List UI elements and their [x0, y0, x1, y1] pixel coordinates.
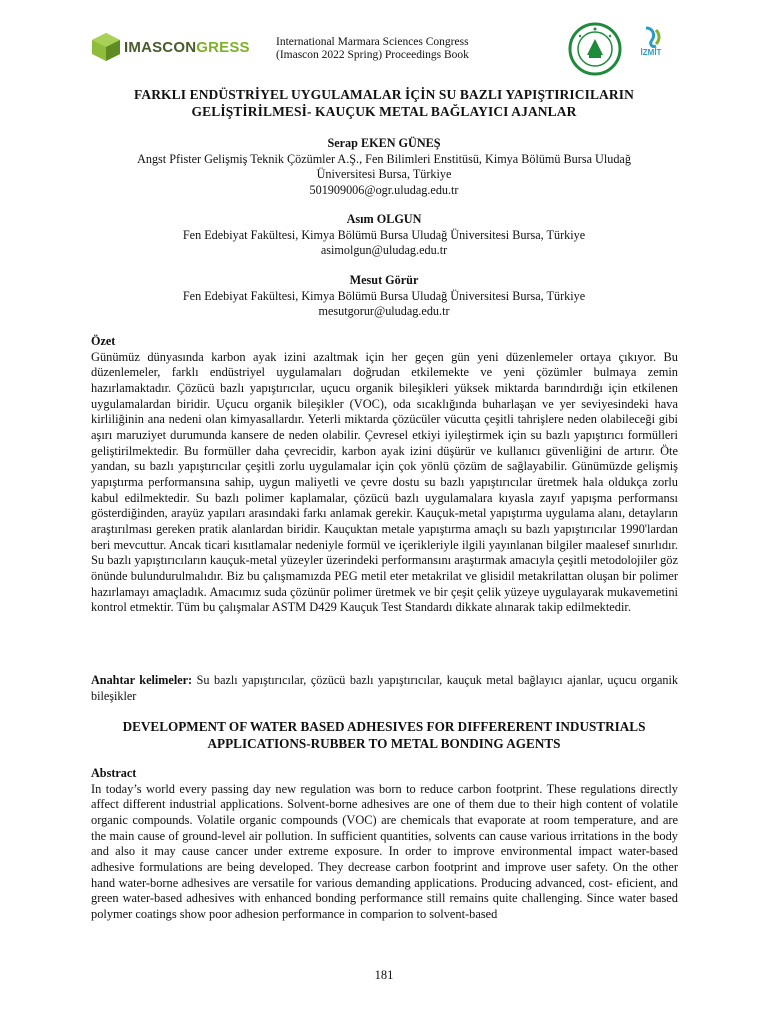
author-block-1 [60, 136, 708, 198]
abstract-section [91, 766, 678, 923]
abstract-body: In today’s world every passing day new regulation was born to reduce carbon footprint. These regulations directly affect different industrial applications. Solvent-borne adhesives are one of them due to their high content of volatile organic compounds. Volatile organic compounds (VOC) are chemicals that evaporate at room temperature, and are the main cause of ground-level air pollution. In sufficient quantities, solvents can cause various irritations in the body and also it may cause cancer under extreme exposure. In order to improve environmental impact water-based adhesive formulations are being developed. They decrease carbon footprint and improve user safety. On the other hand water-borne adhesives are versatile for various demanding applications. Producing advanced, cost- eficient, and green water-based adhesives with enhanced bonding performance still remains quite challenging. Since water based polymer coatings show poor adhesion performance in comparion to solvent-based [91, 781, 678, 921]
logo-wordmark [124, 39, 250, 56]
university-seal-icon [568, 22, 622, 76]
author-email: asimolgun@uludag.edu.tr [320, 243, 448, 257]
author-name: Asım OLGUN [346, 212, 422, 226]
page-header [0, 0, 768, 80]
izmit-emblem-icon [626, 24, 676, 50]
hexagon-logo-icon [90, 32, 122, 62]
author-block-2 [60, 212, 708, 259]
keywords-section [91, 673, 678, 704]
author-affiliation: Fen Edebiyat Fakültesi, Kimya Bölümü Bursa Uludağ Üniversitesi Bursa, Türkiye [182, 227, 586, 242]
author-affiliation-cont: Üniversitesi Bursa, Türkiye [316, 167, 452, 181]
title-tr-line-2: GELİŞTİRİLMESİ- KAUÇUK METAL BAĞLAYICI AJANLAR [191, 104, 577, 119]
imascon-logo [90, 32, 250, 62]
author-email: 501909006@ogr.uludag.edu.tr [309, 182, 459, 197]
author-name: Serap EKEN GÜNEŞ [327, 136, 441, 150]
author-affiliation: Angst Pfister Gelişmiş Teknik Çözümler A.Ş., Fen Bilimleri Enstitüsü, Kimya Bölümü Bursa Uludağ [137, 151, 631, 166]
paper-title-turkish [60, 86, 708, 120]
keywords-label: Anahtar kelimeler: [91, 673, 193, 687]
author-name: Mesut Görür [349, 273, 419, 287]
ozet-body: Günümüz dünyasında karbon ayak izini azaltmak için her geçen gün yeni düzenlemeler ortaya çıkıyor. Bu düzenlemeler, farklı endüstriyel uygulamaları doğrudan etkilemekte ve yeni çözümler bulmaya zemin hazırlamaktadır. Çözücü bazlı yapıştırıcılar, uçucu organik bileşikleri yüksek miktarda barındırdığı için etkilenen uygulamalardan biridir. Uçucu organik bileşikler (VOC), oda sıcaklığında buharlaşan ve yer seviyesindeki hava kirliliğinin ana nedeni olan kimyasallardır. Yeterli miktarda çözücüler vücutta çeşitli tahrişlere neden olabileceği gibi aşırı maruziyet durumunda kansere de neden olabilir. Çevresel etkiyi iyileştirmek için su bazlı yapıştırıcı formülleri geliştirilmektedir. Bu formüller daha çevrecidir, karbon ayak izini düşürür ve kullanıcı güvenliğini de artırır. Öte yandan, su bazlı yapıştırıcılar çeşitli zorlu uygulamalar için çok yönlü çözüm de sağlayabilir. Günümüzde gelişmiş yapıştırma performansına sahip, uygun maliyetli ve çevre dostu su bazlı yapıştırıcılar üretmek hala oldukça zorlu kabul edilmektedir. Su bazlı polimer kaplamalar, çözücü bazlı uygulamalara kıyasla zayıf yapışma performansı gösterdiğinden, arayüz yapıları arasındaki farkı anlamak gerekir. Kauçuk-metal yapıştırma uygulama alanı, detayların araştırılması gereken pratik alanlardan biridir. Kauçuktan metale yapıştırma amaçlı su bazlı yapıştırıcılar 1990'lardan beri mevcuttur. Ancak ticari kısıtlamalar nedeniyle formül ve içerikleriyle ilgili yayınlanan bilgiler maalesef sınırlıdır. Su bazlı yapıştırıcıların kauçuk-metal yüzeyler üzerindeki performansını araştırmak amacıyla çeşitli metodolojiler göz önünde bulundurulmalıdır. Biz bu çalışmamızda PEG metil eter metakrilat ve glisidil metakrilattan oluşan bir polimer hazırlamayı amaçladık. Amacımız suda çözünür polimer üretmek ve bir çeşit çelik yüzeye uygulayarak mukavemetini kontrol etmektir. Tüm bu çalışmalar ASTM D429 Kauçuk Test Standardı dikkate alınarak takip edilmektedir. [91, 349, 678, 615]
proceedings-name: (Imascon 2022 Spring) Proceedings Book [276, 49, 469, 61]
congress-name: International Marmara Sciences Congress [276, 36, 469, 48]
izmit-municipality-logo [626, 24, 676, 76]
title-tr-line-1: FARKLI ENDÜSTRİYEL UYGULAMALAR İÇİN SU BAZLI YAPIŞTIRICILARIN [134, 87, 634, 102]
izmit-logo-text: İZMİT [640, 48, 662, 57]
title-en-line-1: DEVELOPMENT OF WATER BASED ADHESIVES FOR DIFFERERENT INDUSTRIALS [122, 719, 646, 734]
title-en-line-2: APPLICATIONS-RUBBER TO METAL BONDING AGENTS [207, 736, 561, 751]
paper-title-english [60, 718, 708, 752]
author-block-3 [60, 273, 708, 320]
kocaeli-university-seal [568, 22, 622, 81]
author-affiliation: Fen Edebiyat Fakültesi, Kimya Bölümü Bursa Uludağ Üniversitesi Bursa, Türkiye [182, 288, 586, 303]
author-email: mesutgorur@uludag.edu.tr [318, 304, 450, 318]
ozet-section [91, 334, 678, 616]
congress-info [276, 36, 469, 62]
logo-text-green: GRESS [196, 38, 250, 56]
page-number: 181 [374, 968, 394, 982]
ozet-heading: Özet [91, 334, 116, 348]
abstract-heading: Abstract [91, 766, 137, 780]
keywords-text: Su bazlı yapıştırıcılar, çözücü bazlı yapıştırıcılar, kauçuk metal bağlayıcı ajanlar, uçucu organik bileşikler [91, 673, 678, 703]
logo-text-dark: IMASCON [124, 38, 197, 56]
